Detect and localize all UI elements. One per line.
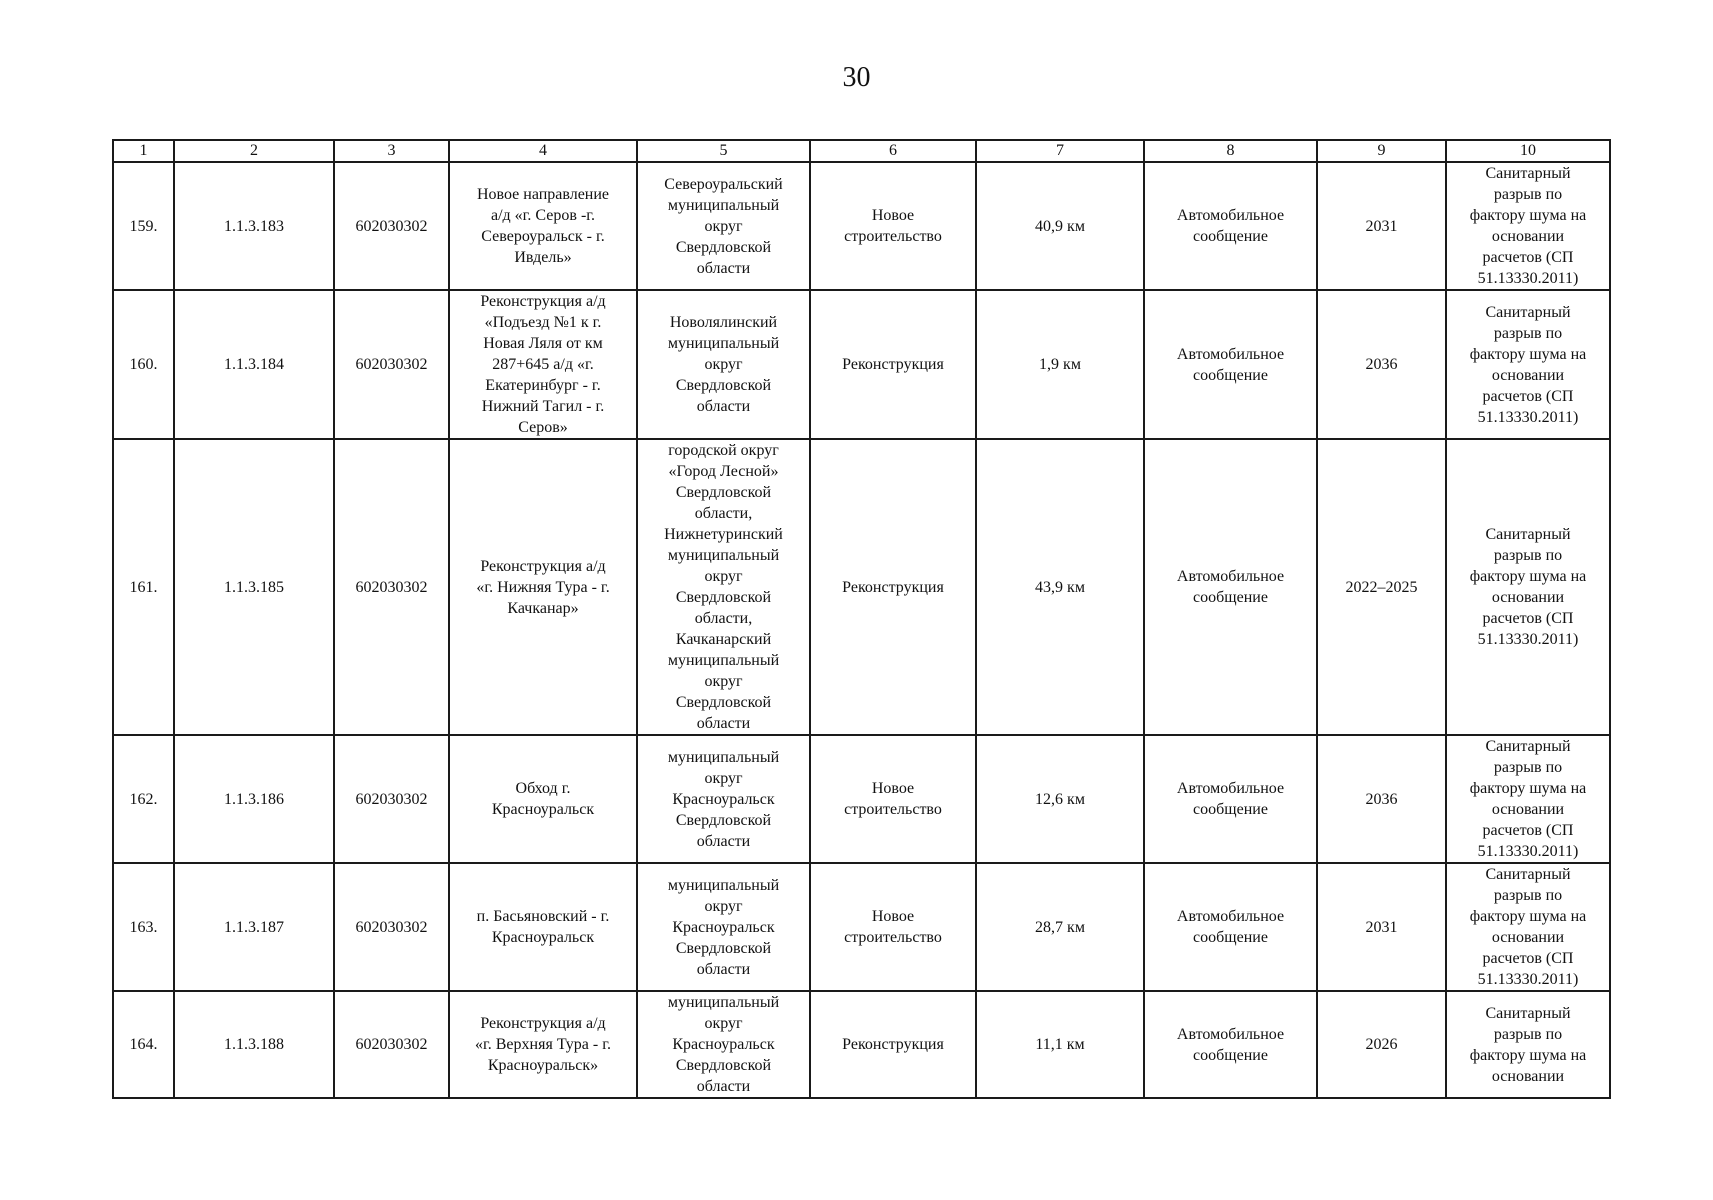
- cell-number: 159.: [113, 162, 174, 290]
- cell-year: 2026: [1317, 991, 1446, 1098]
- cell-zone: Санитарный разрыв по фактору шума на основании расчетов (СП 51.13330.2011): [1446, 863, 1610, 991]
- cell-purpose: Автомобильное сообщение: [1144, 991, 1317, 1098]
- cell-oktmo: 602030302: [334, 162, 449, 290]
- cell-municipality: муниципальный округ Красноуральск Свердловской области: [637, 735, 810, 863]
- table-row: [113, 735, 1610, 863]
- cell-length: 43,9 км: [976, 439, 1144, 735]
- table-row: [113, 290, 1610, 439]
- cell-zone: Санитарный разрыв по фактору шума на основании расчетов (СП 51.13330.2011): [1446, 290, 1610, 439]
- cell-oktmo: 602030302: [334, 863, 449, 991]
- cell-name: п. Басьяновский - г. Красноуральск: [449, 863, 637, 991]
- cell-number: 160.: [113, 290, 174, 439]
- cell-municipality: муниципальный округ Красноуральск Свердловской области: [637, 863, 810, 991]
- cell-name: Обход г. Красноуральск: [449, 735, 637, 863]
- cell-work-type: Реконструкция: [810, 439, 976, 735]
- cell-purpose: Автомобильное сообщение: [1144, 290, 1317, 439]
- cell-code: 1.1.3.188: [174, 991, 334, 1098]
- cell-work-type: Реконструкция: [810, 290, 976, 439]
- cell-number: 161.: [113, 439, 174, 735]
- cell-municipality: Североуральский муниципальный округ Свердловской области: [637, 162, 810, 290]
- cell-zone: Санитарный разрыв по фактору шума на основании расчетов (СП 51.13330.2011): [1446, 439, 1610, 735]
- cell-length: 11,1 км: [976, 991, 1144, 1098]
- cell-name: Реконструкция а/д «Подъезд №1 к г. Новая Ляля от км 287+645 а/д «г. Екатеринбург - г. Нижний Тагил - г. Серов»: [449, 290, 637, 439]
- cell-oktmo: 602030302: [334, 439, 449, 735]
- cell-length: 28,7 км: [976, 863, 1144, 991]
- page-number: 30: [842, 62, 871, 93]
- cell-year: 2031: [1317, 863, 1446, 991]
- cell-municipality: городской округ «Город Лесной» Свердловской области, Нижнетуринский муниципальный округ Свердловской области, Качканарский муниципальный округ Свердловской области: [637, 439, 810, 735]
- cell-number: 164.: [113, 991, 174, 1098]
- cell-code: 1.1.3.186: [174, 735, 334, 863]
- cell-work-type: Новое строительство: [810, 863, 976, 991]
- cell-length: 40,9 км: [976, 162, 1144, 290]
- cell-work-type: Реконструкция: [810, 991, 976, 1098]
- column-header: 6: [810, 140, 976, 162]
- cell-oktmo: 602030302: [334, 991, 449, 1098]
- cell-oktmo: 602030302: [334, 735, 449, 863]
- cell-zone: Санитарный разрыв по фактору шума на основании расчетов (СП 51.13330.2011): [1446, 735, 1610, 863]
- column-header: 3: [334, 140, 449, 162]
- cell-year: 2036: [1317, 735, 1446, 863]
- cell-number: 163.: [113, 863, 174, 991]
- cell-code: 1.1.3.187: [174, 863, 334, 991]
- cell-name: Новое направление а/д «г. Серов -г. Североуральск - г. Ивдель»: [449, 162, 637, 290]
- cell-year: 2036: [1317, 290, 1446, 439]
- column-header: 7: [976, 140, 1144, 162]
- column-header: 8: [1144, 140, 1317, 162]
- column-header: 1: [113, 140, 174, 162]
- table-row: [113, 439, 1610, 735]
- cell-purpose: Автомобильное сообщение: [1144, 439, 1317, 735]
- cell-purpose: Автомобильное сообщение: [1144, 735, 1317, 863]
- cell-work-type: Новое строительство: [810, 162, 976, 290]
- cell-code: 1.1.3.185: [174, 439, 334, 735]
- cell-length: 1,9 км: [976, 290, 1144, 439]
- table-header-row: [113, 140, 1610, 162]
- cell-oktmo: 602030302: [334, 290, 449, 439]
- cell-year: 2031: [1317, 162, 1446, 290]
- cell-name: Реконструкция а/д «г. Нижняя Тура - г. Качканар»: [449, 439, 637, 735]
- cell-purpose: Автомобильное сообщение: [1144, 863, 1317, 991]
- column-header: 10: [1446, 140, 1610, 162]
- cell-year: 2022–2025: [1317, 439, 1446, 735]
- column-header: 2: [174, 140, 334, 162]
- cell-purpose: Автомобильное сообщение: [1144, 162, 1317, 290]
- table-row: [113, 162, 1610, 290]
- cell-code: 1.1.3.183: [174, 162, 334, 290]
- cell-municipality: муниципальный округ Красноуральск Свердловской области: [637, 991, 810, 1098]
- column-header: 4: [449, 140, 637, 162]
- column-header: 5: [637, 140, 810, 162]
- cell-zone: Санитарный разрыв по фактору шума на основании расчетов (СП 51.13330.2011): [1446, 162, 1610, 290]
- cell-name: Реконструкция а/д «г. Верхняя Тура - г. Красноуральск»: [449, 991, 637, 1098]
- cell-work-type: Новое строительство: [810, 735, 976, 863]
- cell-length: 12,6 км: [976, 735, 1144, 863]
- cell-zone: Санитарный разрыв по фактору шума на основании: [1446, 991, 1610, 1098]
- column-header: 9: [1317, 140, 1446, 162]
- table-row: [113, 863, 1610, 991]
- cell-number: 162.: [113, 735, 174, 863]
- cell-code: 1.1.3.184: [174, 290, 334, 439]
- cell-municipality: Новолялинский муниципальный округ Свердловской области: [637, 290, 810, 439]
- document-table: [112, 139, 1611, 1099]
- table-row: [113, 991, 1610, 1098]
